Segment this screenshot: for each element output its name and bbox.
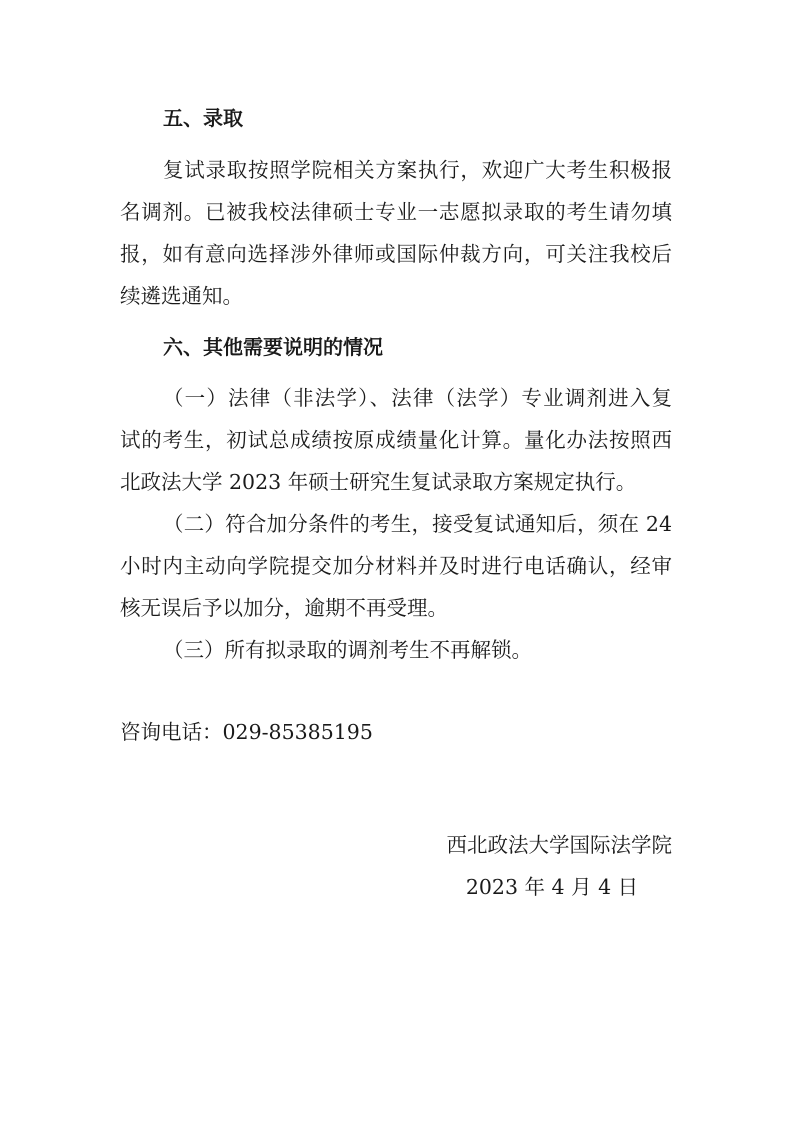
paragraph-line: 核无误后予以加分，逾期不再受理。 [120, 596, 448, 620]
signature-organization: 西北政法大学国际法学院 [446, 833, 672, 857]
note-item-1 [120, 377, 672, 503]
signature-date: 2023 年 4 月 4 日 [465, 875, 639, 899]
paragraph-line: 北政法大学 2023 年硕士研究生复试录取方案规定执行。 [120, 470, 637, 494]
admission-paragraph [120, 149, 672, 317]
paragraph-line: 复试录取按照学院相关方案执行，欢迎广大考生积极报 [163, 158, 672, 182]
contact-phone: 咨询电话：029-85385195 [120, 720, 373, 744]
note-item-3 [120, 629, 672, 671]
paragraph-line: 名调剂。已被我校法律硕士专业一志愿拟录取的考生请勿填 [120, 200, 672, 224]
paragraph-line: （二）符合加分条件的考生，接受复试通知后，须在 24 [163, 512, 672, 536]
paragraph-line: 续遴选通知。 [120, 284, 243, 308]
signature-block [440, 824, 672, 908]
paragraph-line: 试的考生，初试总成绩按原成绩量化计算。量化办法按照西 [120, 428, 672, 452]
paragraph-line: 报，如有意向选择涉外律师或国际仲裁方向，可关注我校后 [120, 242, 672, 266]
other-notes-list [120, 377, 672, 671]
paragraph-line: （三）所有拟录取的调剂考生不再解锁。 [163, 638, 532, 662]
note-item-2 [120, 503, 672, 629]
section-heading-other-notes: 六、其他需要说明的情况 [163, 335, 383, 359]
paragraph-line: 小时内主动向学院提交加分材料并及时进行电话确认，经审 [120, 554, 672, 578]
section-heading-admission: 五、录取 [163, 106, 243, 130]
paragraph-line: （一）法律（非法学）、法律（法学）专业调剂进入复 [163, 386, 672, 410]
